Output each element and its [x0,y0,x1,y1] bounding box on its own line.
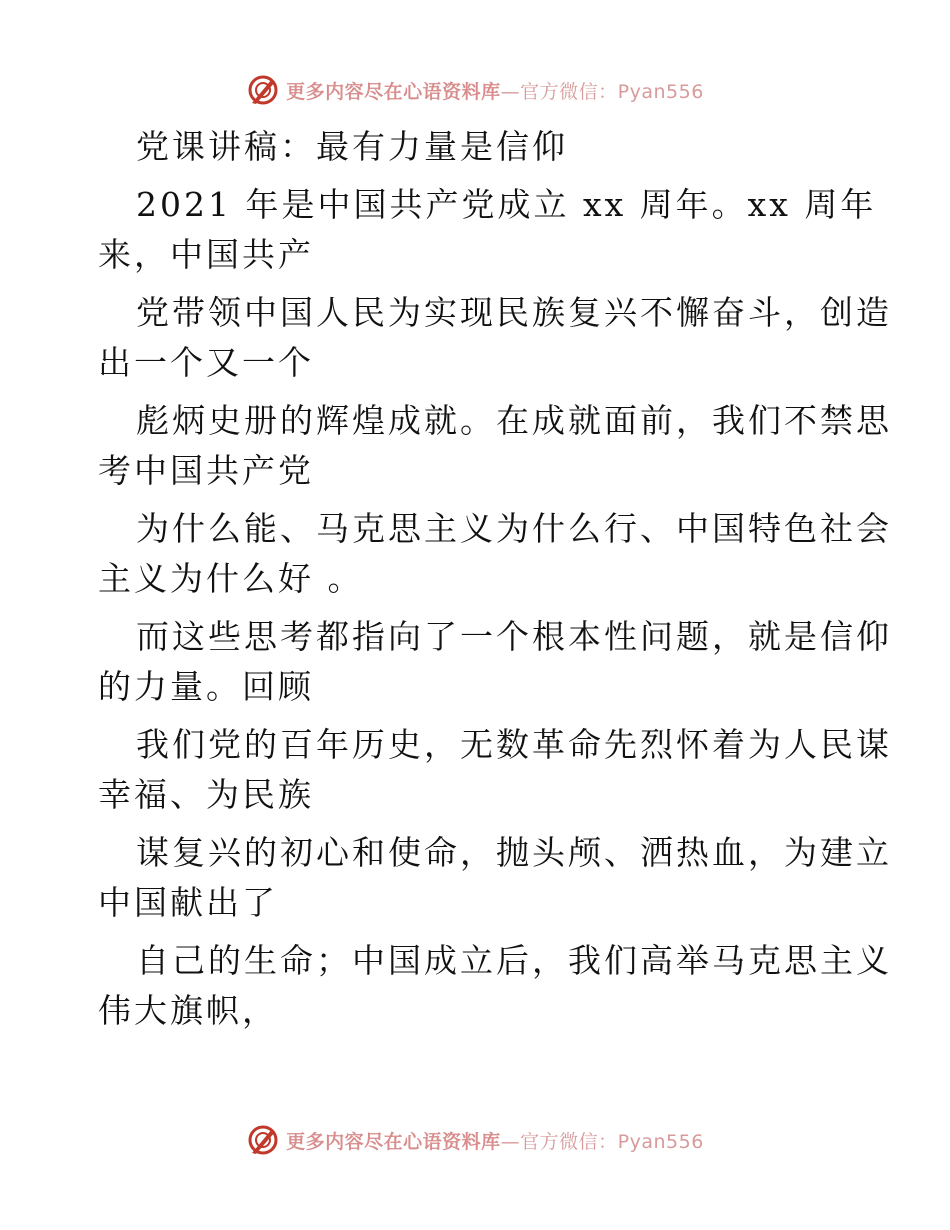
paragraph-line: 中国献出了 [98,883,278,922]
document-title: 党课讲稿：最有力量是信仰 [136,127,568,166]
watermark-text: 更多内容尽在心语资料库—官方微信：Pyan556 [286,80,704,103]
paragraph-line: 谋复兴的初心和使命，抛头颅、洒热血，为建立 [136,833,892,872]
paragraph [98,720,892,820]
paragraph-line: 幸福、为民族 [98,775,314,814]
paragraph [98,180,877,280]
paragraph-line: 主义为什么好 。 [98,559,364,598]
paragraph [98,936,892,1036]
paragraph-line: 伟大旗帜， [98,991,278,1030]
paragraph [98,288,892,388]
paragraph-line: 彪炳史册的辉煌成就。在成就面前，我们不禁思 [136,401,892,440]
paragraph [98,828,892,928]
quill-logo-icon [246,73,280,107]
paragraph [98,504,892,604]
quill-logo-icon [246,1123,280,1157]
footer-watermark [0,1120,950,1160]
document-body [98,122,892,1044]
paragraph-line: 2021 年是中国共产党成立 xx 周年。xx 周年 [136,185,877,224]
header-watermark [0,70,950,110]
paragraph-line: 为什么能、马克思主义为什么行、中国特色社会 [136,509,892,548]
paragraph-line: 党带领中国人民为实现民族复兴不懈奋斗，创造 [136,293,892,332]
paragraph-line: 自己的生命；中国成立后，我们高举马克思主义 [136,941,892,980]
paragraph-line: 我们党的百年历史，无数革命先烈怀着为人民谋 [136,725,892,764]
paragraph-line: 出一个又一个 [98,343,314,382]
paragraph [98,396,892,496]
paragraph-line: 考中国共产党 [98,451,314,490]
paragraph-line: 的力量。回顾 [98,667,314,706]
paragraph-line: 来，中国共产 [98,235,314,274]
paragraph [98,612,892,712]
watermark-text: 更多内容尽在心语资料库—官方微信：Pyan556 [286,1130,704,1153]
paragraph-line: 而这些思考都指向了一个根本性问题，就是信仰 [136,617,892,656]
